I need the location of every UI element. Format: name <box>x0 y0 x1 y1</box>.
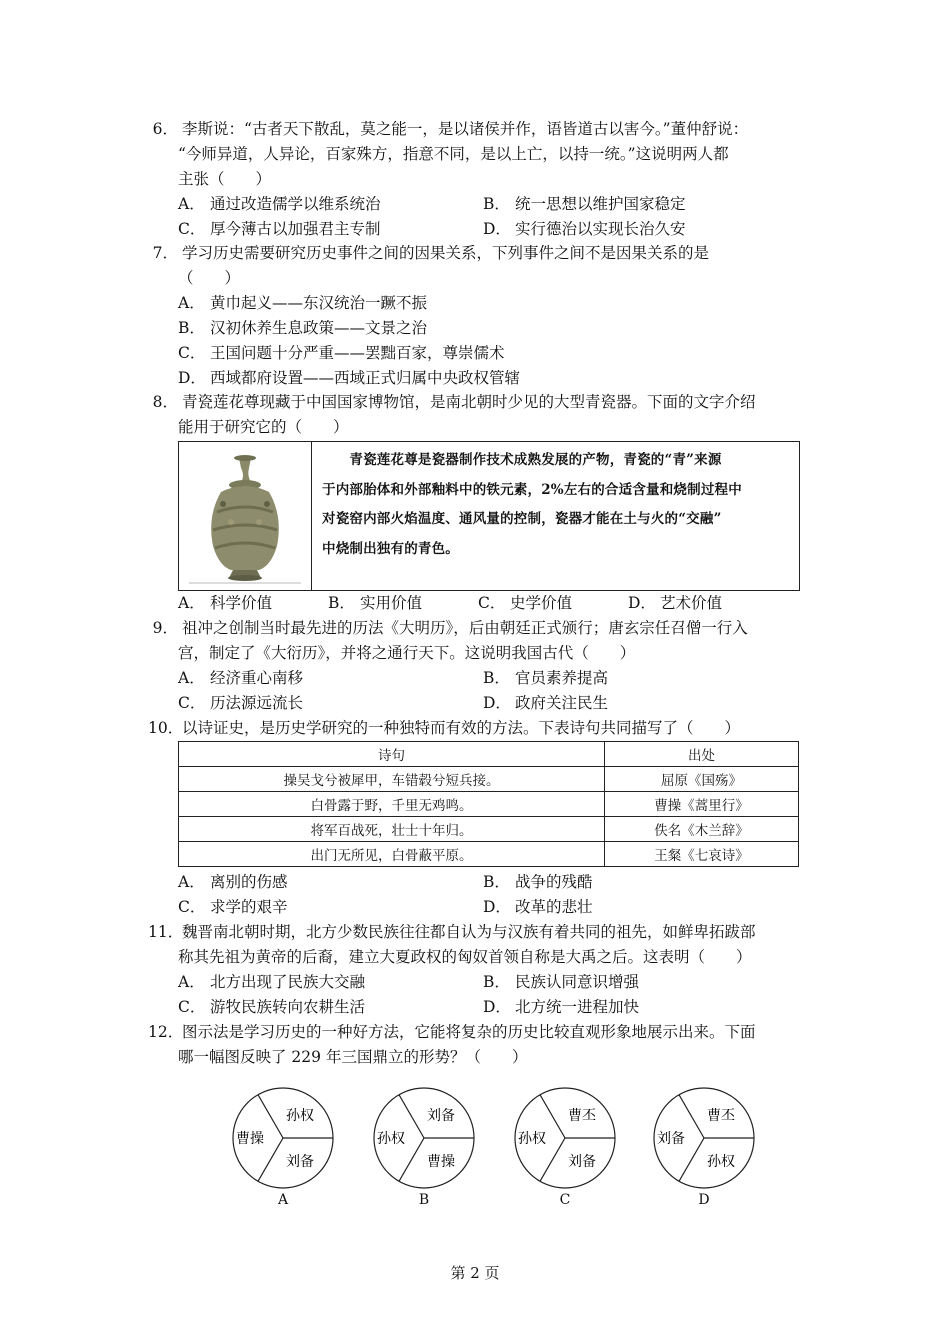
description-line: 对瓷窑内部火焰温度、通风量的控制，瓷器才能在土与火的“交融” <box>322 511 722 527</box>
poem-line: 操吴戈兮被犀甲，车错毂兮短兵接。 <box>179 767 605 792</box>
question-text: 青瓷莲花尊现藏于中国国家博物馆，是南北朝时少见的大型青瓷器。下面的文字介绍 <box>182 393 756 411</box>
region-bottom-right: 刘备 <box>286 1154 314 1170</box>
question-number: 7． <box>152 244 178 262</box>
question-text: “今师异道，人异论，百家殊方，指意不同，是以上亡，以持一统。”这说明两人都 <box>178 145 729 163</box>
diagram-a[interactable] <box>228 1086 338 1208</box>
region-bottom-right: 曹操 <box>427 1154 455 1170</box>
question-8-options <box>148 591 808 616</box>
poem-source: 屈原《国殇》 <box>605 767 799 792</box>
option-d[interactable]: D． 政府关注民生 <box>483 694 609 712</box>
description-line: 中烧制出独有的青色。 <box>322 540 459 557</box>
description-line: 于内部胎体和外部釉料中的铁元素，2%左右的合适含量和烧制过程中 <box>322 481 742 498</box>
question-text: 祖冲之创制当时最先进的历法《大明历》，后由朝廷正式颁行；唐玄宗任召僧一行入 <box>182 619 748 637</box>
diagram-d[interactable] <box>649 1086 759 1208</box>
poem-source: 曹操《蒿里行》 <box>605 792 799 817</box>
question-text: 主张（ ） <box>178 170 272 188</box>
page-number: 第 2 页 <box>450 1264 500 1282</box>
option-c[interactable]: C． 历法源远流长 <box>178 694 304 712</box>
option-b[interactable]: B． 实用价值 <box>328 594 423 612</box>
region-top-right: 孙权 <box>286 1108 314 1124</box>
diagram-caption: C <box>559 1192 571 1208</box>
column-header: 诗句 <box>179 742 605 767</box>
question-6 <box>148 117 808 242</box>
option-a[interactable]: A． 离别的伤感 <box>178 873 288 891</box>
table-row <box>179 767 799 792</box>
option-c[interactable]: C． 厚今薄古以加强君主专制 <box>178 220 381 238</box>
diagram-b[interactable] <box>369 1086 479 1208</box>
table-header-row <box>179 742 799 767</box>
question-number: 9． <box>152 619 178 637</box>
question-number: 11． <box>148 923 184 941</box>
option-d[interactable]: D． 北方统一进程加快 <box>483 998 640 1016</box>
table-row <box>179 842 799 867</box>
vase-text-box <box>178 441 800 591</box>
poem-table <box>178 741 799 867</box>
option-b[interactable]: B． 汉初休养生息政策——文景之治 <box>178 319 428 337</box>
question-text: 宫，制定了《大衍历》，并将之通行天下。这说明我国古代（ ） <box>178 644 636 662</box>
option-b[interactable]: B． 民族认同意识增强 <box>483 973 640 991</box>
poem-line: 白骨露于野，千里无鸡鸣。 <box>179 792 605 817</box>
question-9 <box>148 616 808 716</box>
question-number: 8． <box>152 393 178 411</box>
question-10-options <box>148 870 808 920</box>
diagram-caption: A <box>277 1192 289 1208</box>
option-c[interactable]: C． 求学的艰辛 <box>178 898 288 916</box>
option-d[interactable]: D． 西域都府设置——西域正式归属中央政权管辖 <box>178 369 521 387</box>
option-d[interactable]: D． 艺术价值 <box>628 594 723 612</box>
option-b[interactable]: B． 战争的残酷 <box>483 873 593 891</box>
option-a[interactable]: A． 经济重心南移 <box>178 669 304 687</box>
region-bottom-right: 刘备 <box>568 1154 596 1170</box>
question-text: 图示法是学习历史的一种好方法，它能将复杂的历史比较直观形象地展示出来。下面 <box>182 1023 756 1041</box>
question-text: 学习历史需要研究历史事件之间的因果关系，下列事件之间不是因果关系的是 <box>182 244 710 262</box>
option-a[interactable]: A． 北方出现了民族大交融 <box>178 973 366 991</box>
region-left: 刘备 <box>657 1131 685 1147</box>
column-header: 出处 <box>605 742 799 767</box>
vase-description <box>312 442 799 590</box>
region-top-right: 刘备 <box>427 1108 455 1124</box>
region-left: 曹操 <box>236 1131 264 1147</box>
question-text: 李斯说：“古者天下散乱，莫之能一，是以诸侯并作，语皆道古以害今。”董仲舒说： <box>182 120 749 138</box>
question-number: 6． <box>152 120 178 138</box>
question-text: 称其先祖为黄帝的后裔，建立大夏政权的匈奴首领自称是大禹之后。这表明（ ） <box>178 948 752 966</box>
question-text: 能用于研究它的（ ） <box>178 418 349 436</box>
question-12 <box>148 1020 808 1070</box>
option-c[interactable]: C． 王国问题十分严重——罢黜百家，尊崇儒术 <box>178 344 505 362</box>
option-b[interactable]: B． 官员素养提高 <box>483 669 609 687</box>
question-8 <box>148 390 808 440</box>
option-c[interactable]: C． 史学价值 <box>478 594 573 612</box>
diagram-c[interactable] <box>510 1086 620 1208</box>
table-row <box>179 817 799 842</box>
question-11 <box>148 920 808 1020</box>
option-d[interactable]: D． 实行德治以实现长治久安 <box>483 220 686 238</box>
question-10 <box>148 716 808 741</box>
region-top-right: 曹丕 <box>568 1108 596 1124</box>
region-left: 孙权 <box>518 1131 546 1147</box>
option-a[interactable]: A． 黄巾起义——东汉统治一蹶不振 <box>178 294 428 312</box>
question-text: 魏晋南北朝时期，北方少数民族往往都自认为与汉族有着共同的祖先，如鲜卑拓跋部 <box>182 923 756 941</box>
region-top-right: 曹丕 <box>707 1108 735 1124</box>
question-text: 哪一幅图反映了 229 年三国鼎立的形势？（ ） <box>178 1048 528 1066</box>
region-left: 孙权 <box>377 1131 405 1147</box>
three-kingdoms-diagrams <box>228 1086 788 1212</box>
option-a[interactable]: A． 科学价值 <box>178 594 273 612</box>
option-b[interactable]: B． 统一思想以维护国家稳定 <box>483 195 686 213</box>
question-text: （ ） <box>178 269 241 287</box>
option-c[interactable]: C． 游牧民族转向农耕生活 <box>178 998 366 1016</box>
question-text: 以诗证史，是历史学研究的一种独特而有效的方法。下表诗句共同描写了（ ） <box>182 719 741 737</box>
poem-source: 王粲《七哀诗》 <box>605 842 799 867</box>
option-d[interactable]: D． 改革的悲壮 <box>483 898 593 916</box>
diagram-caption: B <box>418 1192 430 1208</box>
poem-source: 佚名《木兰辞》 <box>605 817 799 842</box>
vase-image <box>179 442 312 590</box>
question-number: 10． <box>148 719 184 737</box>
question-number: 12． <box>148 1023 184 1041</box>
question-7 <box>148 241 808 391</box>
option-a[interactable]: A． 通过改造儒学以维系统治 <box>178 195 381 213</box>
description-line: 青瓷莲花尊是瓷器制作技术成熟发展的产物，青瓷的“青”来源 <box>322 452 722 468</box>
poem-line: 将军百战死，壮士十年归。 <box>179 817 605 842</box>
region-bottom-right: 孙权 <box>707 1154 735 1170</box>
table-row <box>179 792 799 817</box>
diagram-caption: D <box>698 1192 710 1208</box>
poem-line: 出门无所见，白骨蔽平原。 <box>179 842 605 867</box>
